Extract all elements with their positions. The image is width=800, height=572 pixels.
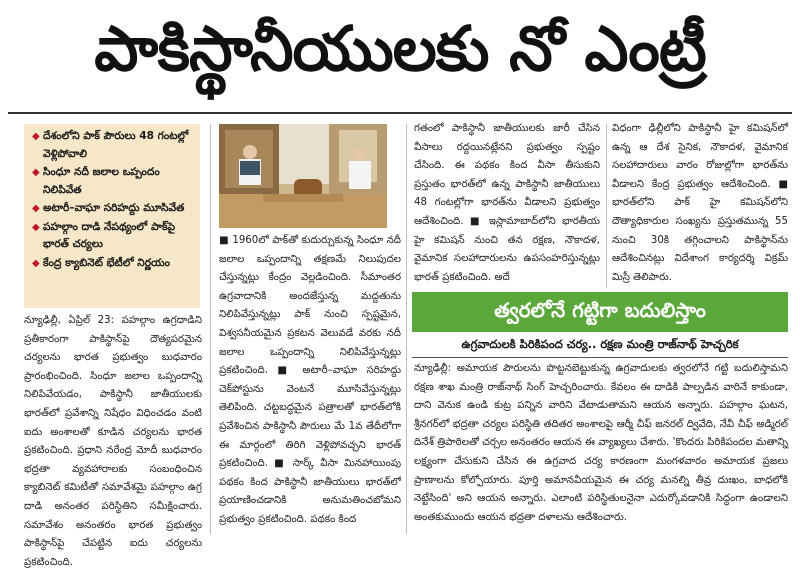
diamond-bullet-icon: ◆ — [32, 131, 40, 142]
column-2-text: ■ 1960లో పాక్‌తో కుదుర్చుకున్న సింధూ నదీ జలాల ఒప్పందాన్ని తక్షణమే నిలుపుదల చేస్తున్నట్లు కేంద్రం వెల్లడించింది. సీమాంతర ఉగ్రవాదానికి అందజేస్తున్న మద్దతును నిలిపివేస్తున్నట్లు పాక్ నుంచి స్పష్టమైన, విశ్వసనీయమైన ప్రకటన వెలువడే వరకు నదీ జలాల ఒప్పందాన్ని నిలిపివేస్తున్నట్లు ప్రకటించింది. ■ అటారీ–వాఘా సరిహద్దు చెక్‌పోస్టును వెంటనే మూసివేస్తున్నట్లు తెలిపింది. చట్టబద్ధమైన పత్రాలతో భారత్‌లోకి ప్రవేశించిన పాకిస్థానీ పౌరులు మే 1వ తేదీలోగా ఈ మార్గంలో తిరిగి వెళ్లిపోవచ్చని భారత్ ప్రకటించింది. ■ సార్క్ వీసా మినహాయింపు పథకం కింద పాకిస్థానీ జాతీయులు భారత్‌లో ప్రయాణించడానికి అనుమతించబోమని ప్రభుత్వం ప్రకటించింది. పథకం కింద — [219, 235, 401, 525]
highlight-item: ◆ అటారీ–వాఘా సరిహద్దు మూసివేత — [32, 200, 194, 218]
column-3-text: గతంలో పాకిస్థానీ జాతీయులకు జారీ చేసిన వీసాలు రద్దయినట్లేనని ప్రభుత్వం స్పష్టం చేసింది. ఈ పథకం కింద వీసా తీసుకుని ప్రస్తుతం భారత్‌లో ఉన్న పాకిస్థానీ జాతీయులు 48 గంటల్లోగా భారత్‌ను వీడాలని ప్రభుత్వం ఆదేశించింది. ■ ఇస్లామాబాద్‌లోని భారతీయ హై కమిషన్ నుంచి తన రక్షణ, నౌకాదళ, వైమానిక సలహాదారులను ఉపసంహరిస్తున్నట్లు భారత్ ప్రకటించింది. అదే — [414, 123, 600, 283]
column-divider — [210, 124, 211, 534]
highlight-item: ◆ దేశంలోని పాక్ పౌరులు 48 గంటల్లో వెళ్లిపోవాలి — [32, 130, 189, 160]
meeting-photo — [219, 124, 387, 228]
column-1-text: న్యూఢిల్లీ, ఏప్రిల్ 23: పహల్గాం ఉగ్రదాడిని ప్రతీకారంగా పాకిస్థాన్‌పై దౌత్యపరమైన చర్యలను భారత ప్రభుత్వం బుధవారం ప్రారంభించింది. సింధూ జలాల ఒప్పందాన్ని నిలిపివేయడం, పాకిస్థానీ జాతీయులకు భారత్‌లో ప్రవేశాన్ని నిషేధం విధించడం వంటి ఐదు అంశాలతో కూడిన చర్యలను భారత ప్రకటించింది. ప్రధాని నరేంద్ర మోదీ బుధవారం భద్రతా వ్యవహారాలకు సంబంధించిన క్యాబినెట్ కమిటీతో సమావేశమై పహల్గాం ఉగ్ర దాడి అనంతర పరిస్థితిని సమీక్షించారు. సమావేశం అనంతరం భారత ప్రభుత్వం పాకిస్థాన్‌పై చేపట్టిన ఐదు చర్యలను ప్రకటించింది. — [24, 315, 202, 568]
headline-rule — [8, 112, 792, 114]
diamond-bullet-icon: ◆ — [32, 203, 40, 214]
highlight-item: ◆ కేంద్ర క్యాబినెట్ భేటీలో నిర్ణయం — [32, 255, 194, 273]
headline: పాకిస్థానీయులకు నో ఎంట్రీ — [94, 12, 706, 85]
column-divider — [406, 124, 407, 534]
highlight-item: ◆ పహల్గాం దాడి నేపథ్యంలో పాక్‌పై భారత్ చర్యలు — [32, 220, 176, 250]
subhead-rule — [412, 357, 788, 358]
diamond-bullet-icon: ◆ — [32, 167, 40, 178]
sub-story-text: న్యూఢిల్లీ: అమాయక పౌరులను పొట్టనబెట్టుకున్న ఉగ్రవాదులకు త్వరలోనే గట్టి బదులిస్తామని రక్షణ శాఖ మంత్రి రాజ్‌నాథ్ సింగ్ హెచ్చరించారు. కేవలం ఈ దాడికి పాల్పడిన వారినే కాకుండా, దాని వెనుక ఉండి కుట్ర పన్నిన వారిని వేటాడుతామని ఆయన అన్నారు. పహల్గాం ఘటన, శ్రీనగర్‌లో భద్రతా చర్యల పరిస్థితి తదితర అంశాలపై ఆర్మీ చీఫ్ జనరల్ ద్వివేది, నేవీ చీఫ్ అడ్మిరల్ దినేశ్ త్రిపాఠిలతో చర్చల అనంతరం ఆయన ఈ వ్యాఖ్యలు చేశారు. 'కొందరు పిరికిపందల మతాన్ని లక్ష్యంగా చేసుకుని చేసిన ఈ ఉగ్రవాద చర్య కారణంగా మంగళవారం అమాయక ప్రజలు ప్రాణాలను కోల్పోయారు. పూర్తి అమానవీయమైన ఈ చర్య మనల్ని తీవ్ర దుఃఖం, బాధలోకి నెట్టేసింది' అని ఆయన అన్నారు. ఎలాంటి పరిస్థితులనైనా ఎదుర్కోవడానికి సిద్ధంగా ఉండాలని అంతకుముందు ఆయన భద్రతా దళాలను ఆదేశించారు. — [414, 363, 788, 523]
sub-story-banner: త్వరలోనే గట్టిగా బదులిస్తాం — [412, 292, 788, 332]
diamond-bullet-icon: ◆ — [32, 221, 40, 233]
highlight-item: ◆ సింధూ నదీ జలాల ఒప్పందం నిలిపివేత — [32, 166, 160, 196]
meeting-photo-illustration — [219, 124, 387, 228]
diamond-bullet-icon: ◆ — [32, 257, 40, 269]
highlights-box — [24, 124, 200, 308]
column-4-text: విధంగా ఢిల్లీలోని పాకిస్థానీ హై కమిషన్‌లో ఉన్న ఆ దేశ సైనిక, నౌకాదళ, వైమానిక సలహాదారులు వారం రోజుల్లోగా భారత్‌ను వీడాలని కేంద్ర ప్రభుత్వం ఆదేశించింది. ■ భారత్‌లోని పాక్ హై కమిషన్‌లోని దౌత్యాధికారుల సంఖ్యను ప్రస్తుతమున్న 55 నుంచి 30కి తగ్గించాలని పాకిస్థాన్‌ను ఆదేశించినట్లు విదేశాంగ కార్యదర్శి విక్రమ్ మిస్రీ తెలిపారు. — [612, 123, 788, 283]
sub-story-subhead: ఉగ్రవాదులకి పిరికిపంద చర్య.. రక్షణ మంత్రి రాజ్‌నాథ్ హెచ్చరిక — [461, 336, 739, 351]
column-divider — [606, 124, 607, 288]
